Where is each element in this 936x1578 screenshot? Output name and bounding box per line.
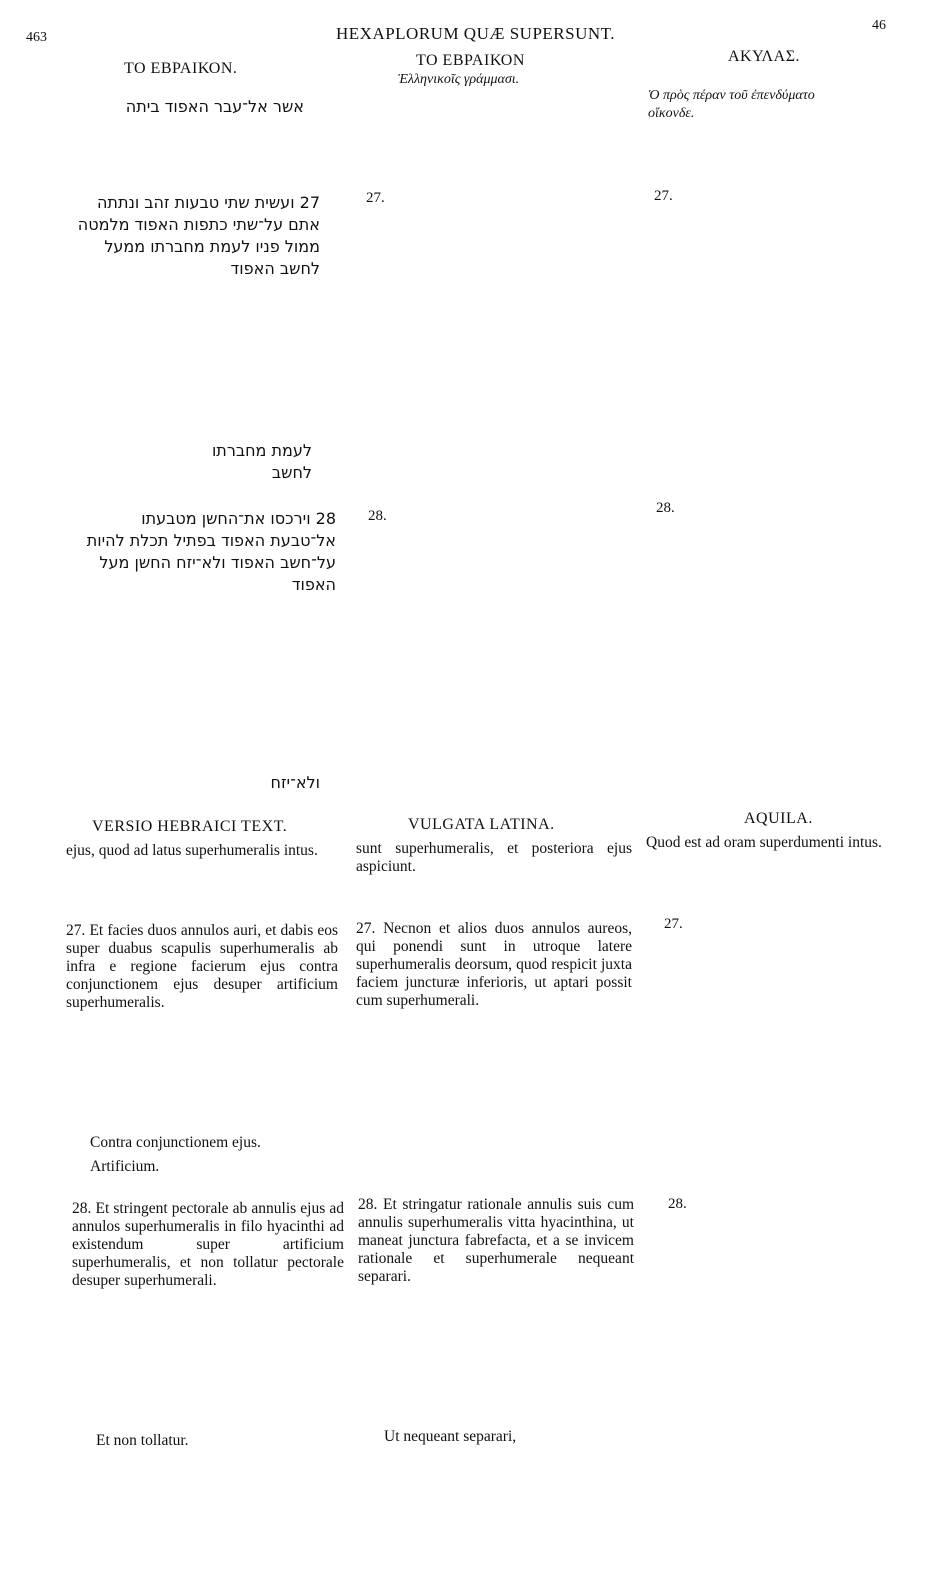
v28-col3-number: 28.	[656, 500, 675, 516]
v27-hebrew-line-1: 27 ועשית שתי טבעות זהב ונתתה	[96, 193, 320, 212]
lat28-col2: 28. Et stringatur rationale annulis suis cum annulis superhumeralis vitta hyacinthina, ut maneat junctura fabrefacta, et a se invicem rationale et superhumerale nequeant separari.	[358, 1196, 634, 1285]
cont-col2: sunt superhumeralis, et posteriora ejus aspiciunt.	[356, 840, 632, 875]
hebrew-note-line-2: לחשב	[271, 463, 312, 482]
lat27-col2: 27. Necnon et alios duos annulos aureos, qui ponendi sunt in utroque latere superhumeralis deorsum, quod respicit juxta faciem juncturæ inferioris, ut aptari possit cum superhumerali.	[356, 920, 632, 1009]
latin-note-2: Artificium.	[90, 1158, 160, 1175]
v28-col2-number: 28.	[368, 508, 387, 524]
greek-top-line-2: οἴκονδε.	[648, 106, 695, 121]
cont-col3: Quod est ad oram superdumenti intus.	[646, 834, 882, 851]
page-number-left: 463	[26, 30, 47, 45]
lat28-col1: 28. Et stringent pectorale ab annulis ejus ad annulos superhumeralis in filo hyacinthi ad existendum super artificium superhumeralis, et non tollatur pectorale desuper superhumerali.	[72, 1200, 344, 1289]
col1-heading: ΤΟ ΕΒΡΑΙΚΟΝ.	[124, 60, 238, 77]
v28-hebrew	[56, 508, 336, 596]
v27-col2-number: 27.	[366, 190, 385, 206]
col3-heading: ΑΚΥΛΑΣ.	[728, 48, 801, 65]
cont-col1: ejus, quod ad latus superhumeralis intus.	[66, 842, 318, 859]
foot-col2: Ut nequeant separari,	[384, 1428, 517, 1445]
v28-hebrew-line-2: אל־טבעת האפוד בפתיל תכלת להיות	[86, 531, 336, 550]
col2-latin-heading: VULGATA LATINA.	[408, 816, 555, 833]
hebrew-top-line: אשר אל־עבר האפוד ביתה	[125, 97, 304, 116]
v27-col3-number: 27.	[654, 188, 673, 204]
v28-hebrew-line-4: האפוד	[291, 575, 336, 594]
greek-top-line-1: Ὁ πρὸς πέραν τοῦ ἐπενδύματο	[648, 88, 815, 103]
latin-note-1: Contra conjunctionem ejus.	[90, 1134, 261, 1151]
col1-latin-heading: VERSIO HEBRAICI TEXT.	[92, 818, 288, 835]
v28-hebrew-line-1: 28 וירכסו את־החשן מטבעתו	[141, 509, 336, 528]
lat28-col3: 28.	[668, 1196, 687, 1212]
v27-hebrew-line-3: ממול פניו לעמת מחברתו ממעל	[104, 237, 320, 256]
lat27-col3: 27.	[664, 916, 683, 932]
col2-heading: ΤΟ ΕΒΡΑΙΚΟΝ	[416, 52, 525, 69]
foot-col1: Et non tollatur.	[96, 1432, 189, 1449]
page-title: HEXAPLORUM QUÆ SUPERSUNT.	[336, 24, 616, 43]
hebrew-note	[150, 440, 312, 484]
hebrew-note-2: ולא־יזח	[270, 773, 320, 792]
v27-hebrew	[50, 192, 320, 280]
v27-hebrew-line-4: לחשב האפוד	[230, 259, 320, 278]
lat27-col1: 27. Et facies duos annulos auri, et dabis eos super duabus scapulis superhumeralis ab infra e regione facierum ejus contra conjunctionem ejus desuper artificium superhumeralis.	[66, 922, 338, 1011]
page-number-right: 46	[872, 18, 886, 33]
hebrew-note-line-1: לעמת מחברתו	[211, 441, 312, 460]
v28-hebrew-line-3: על־חשב האפוד ולא־יזח החשן מעל	[99, 553, 336, 572]
col2-subheading: Ἑλληνικοῖς γράμμασι.	[398, 72, 520, 87]
col3-latin-heading: AQUILA.	[744, 810, 813, 827]
v27-hebrew-line-2: אתם על־שתי כתפות האפוד מלמטה	[77, 215, 320, 234]
